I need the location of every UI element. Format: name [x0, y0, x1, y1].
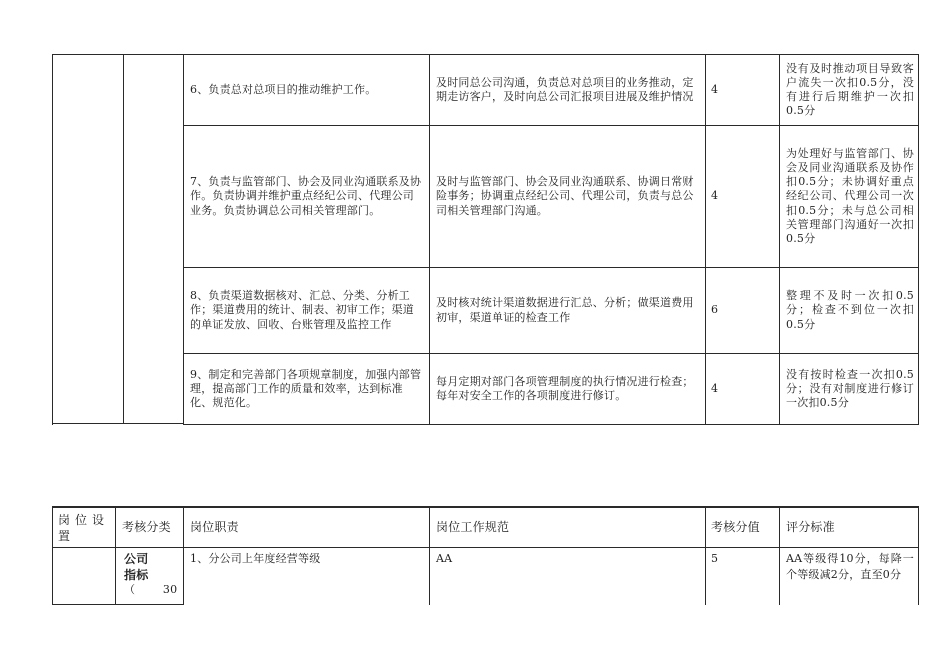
norm-text: 及时核对统计渠道数据进行汇总、分析；做渠道费用初审，渠道单证的检查工作	[436, 296, 694, 324]
norm-cell	[436, 126, 700, 267]
score-cell	[711, 354, 771, 424]
header-duty: 岗位职责	[190, 520, 239, 535]
criteria-cell	[786, 126, 914, 267]
header-norm: 岗位工作规范	[436, 520, 510, 535]
t1-bottom-border	[52, 423, 184, 424]
norm-text: AA	[436, 552, 453, 565]
table-row	[190, 126, 424, 267]
norm-text: 及时同总公司沟通，负责总对总项目的业务推动，定期走访客户，及时向总公司汇报项目进展及维护情况	[436, 75, 694, 103]
t1-bottom-border	[183, 424, 919, 425]
criteria-cell	[786, 354, 914, 424]
t2-bottom-border	[52, 604, 184, 605]
score-value: 4	[711, 381, 719, 395]
norm-cell	[436, 268, 700, 353]
norm-cell	[436, 55, 700, 125]
criteria-cell	[786, 268, 914, 353]
header-category: 考核分类	[122, 520, 171, 535]
norm-text: 及时与监管部门、协会及同业沟通联系、协调日常财险事务；协调重点经纪公司、代理公司，负责与总公司相关管理部门沟通。	[436, 175, 694, 217]
t1-left-border	[52, 54, 53, 425]
score-cell	[711, 268, 771, 353]
criteria-text: 为处理好与监管部门、协会及同业沟通联系及协作扣0.5分；未协调好重点经纪公司、代理公司一次扣0.5分；未与总公司相关管理部门沟通好一次扣0.5分	[786, 146, 914, 245]
duty-text: 7、负责与监管部门、协会及同业沟通联系及协作。负责协调并维护重点经纪公司、代理公司业务。负责协调总公司相关管理部门。	[190, 175, 422, 217]
norm-cell	[436, 552, 700, 566]
criteria-text: 整理不及时一次扣0.5分；检查不到位一次扣0.5分	[786, 289, 914, 331]
t2-left-border	[52, 506, 53, 605]
score-cell	[711, 55, 771, 125]
category-cell	[124, 551, 180, 597]
score-value: 5	[711, 552, 719, 565]
t1-col-divider	[183, 54, 184, 425]
duty-text: 1、分公司上年度经营等级	[190, 552, 321, 565]
criteria-text: AA等级得10分，每降一个等级减2分，直至0分	[786, 552, 914, 581]
criteria-text: 没有按时检查一次扣0.5分；没有对制度进行修订一次扣0.5分	[786, 367, 914, 410]
table-row	[190, 354, 424, 424]
t2-col-divider	[115, 506, 116, 605]
criteria-cell	[786, 55, 914, 125]
duty-text: 6、负责总对总项目的推动维护工作。	[190, 82, 377, 96]
score-cell	[711, 126, 771, 267]
category-line: （ 30	[124, 583, 178, 596]
norm-text: 每月定期对部门各项管理制度的执行情况进行检查；每年对安全工作的各项制度进行修订。	[436, 374, 694, 402]
t2-col-divider	[779, 506, 780, 605]
t2-right-border	[918, 506, 919, 605]
table-row	[190, 268, 424, 353]
header-criteria: 评分标准	[786, 520, 835, 535]
category-line: 指标	[124, 568, 149, 582]
norm-cell	[436, 354, 700, 424]
t2-col-divider	[429, 506, 430, 605]
t1-col-divider	[123, 54, 124, 423]
duty-text: 9、制定和完善部门各项规章制度，加强内部管理，提高部门工作的质量和效率，达到标准化、规范化。	[190, 367, 422, 410]
t1-col-divider	[705, 54, 706, 425]
table-row	[190, 55, 424, 125]
duty-text: 8、负责渠道数据核对、汇总、分类、分析工作；渠道费用的统计、制表、初审工作；渠道的单证发放、回收、台账管理及监控工作	[190, 289, 414, 331]
t1-col-divider	[429, 54, 430, 425]
score-value: 4	[711, 189, 719, 203]
t1-right-border	[918, 54, 919, 425]
header-score: 考核分值	[711, 520, 760, 535]
header-position: 岗位设置	[58, 512, 110, 543]
t2-col-divider	[183, 506, 184, 605]
category-line: 公司	[124, 552, 149, 566]
score-value: 4	[711, 82, 719, 96]
duty-cell	[190, 552, 424, 566]
score-cell	[711, 552, 771, 566]
score-value: 6	[711, 303, 719, 317]
criteria-cell	[786, 551, 914, 583]
criteria-text: 没有及时推动项目导致客户流失一次扣0.5分，没有进行后期维护一次扣0.5分	[786, 61, 914, 118]
t1-col-divider	[779, 54, 780, 425]
t2-col-divider	[705, 506, 706, 605]
